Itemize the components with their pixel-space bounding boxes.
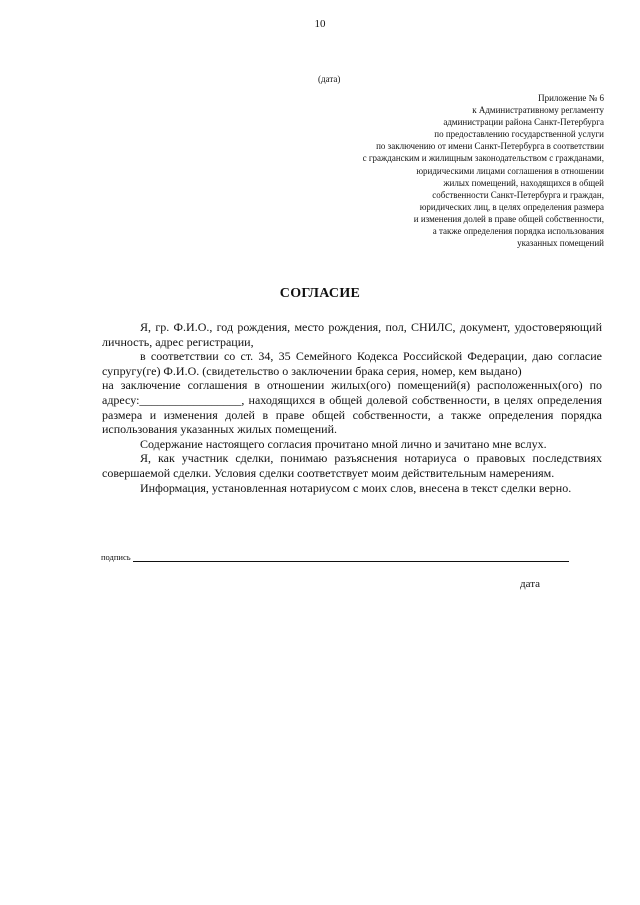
appendix-line: Приложение № 6 <box>538 93 604 103</box>
appendix-line: по предоставлению государственной услуги <box>434 129 604 140</box>
appendix-line: юридическими лицами соглашения в отношении <box>416 165 604 176</box>
consent-paragraph-read: Содержание настоящего согласия прочитано мной лично и зачитано мне вслух. <box>140 436 547 451</box>
consent-paragraph-notary: Информация, установленная нотариусом с моих слов, внесена в текст сделки верно. <box>140 480 572 495</box>
consent-paragraph-agreement: на заключение соглашения в отношении жилых(ого) помещений(я) расположенных(ого) по адресу:_________________, находящихся в общей долевой собственности, в целях определения размера и изменения долей в праве общей собственности, а также определения порядка использования указанных жилых помещений. <box>102 378 602 437</box>
appendix-line: указанных помещений <box>517 238 604 249</box>
appendix-line: жилых помещений, находящихся в общей <box>443 177 604 188</box>
signature-label: подпись <box>101 552 131 562</box>
appendix-line: по заключению от имени Санкт-Петербурга в соответствии <box>376 141 604 152</box>
consent-paragraph-understanding: Я, как участник сделки, понимаю разъяснения нотариуса о правовых последствиях совершаемой сделки. Условия сделки соответствует моим действительным намерениям. <box>102 451 602 480</box>
appendix-line: к Административному регламенту <box>472 105 604 116</box>
appendix-line: собственности Санкт-Петербурга и граждан, <box>432 189 604 200</box>
appendix-header <box>274 92 604 249</box>
date-placeholder: (дата) <box>318 74 341 84</box>
appendix-line: с гражданским и жилищным законодательством с гражданами, <box>362 153 604 164</box>
date-label: дата <box>520 578 541 590</box>
consent-paragraph-spouse: в соответствии со ст. 34, 35 Семейного Кодекса Российской Федерации, даю согласие супругу(ге) Ф.И.О. (свидетельство о заключении брака серия, номер, кем выдано) <box>102 349 602 378</box>
signature-row <box>101 552 569 562</box>
appendix-line: администрации района Санкт-Петербурга <box>443 117 604 128</box>
document-title: СОГЛАСИЕ <box>279 286 361 301</box>
consent-body <box>102 320 602 495</box>
page-number: 10 <box>314 18 326 30</box>
appendix-line: юридических лиц, в целях определения размера <box>419 201 604 212</box>
appendix-line: а также определения порядка использования <box>432 226 604 237</box>
signature-line <box>133 553 569 562</box>
appendix-line: и изменения долей в праве общей собственности, <box>413 213 604 224</box>
consent-paragraph-identity: Я, гр. Ф.И.О., год рождения, место рождения, пол, СНИЛС, документ, удостоверяющий личность, адрес регистрации, <box>102 320 602 349</box>
